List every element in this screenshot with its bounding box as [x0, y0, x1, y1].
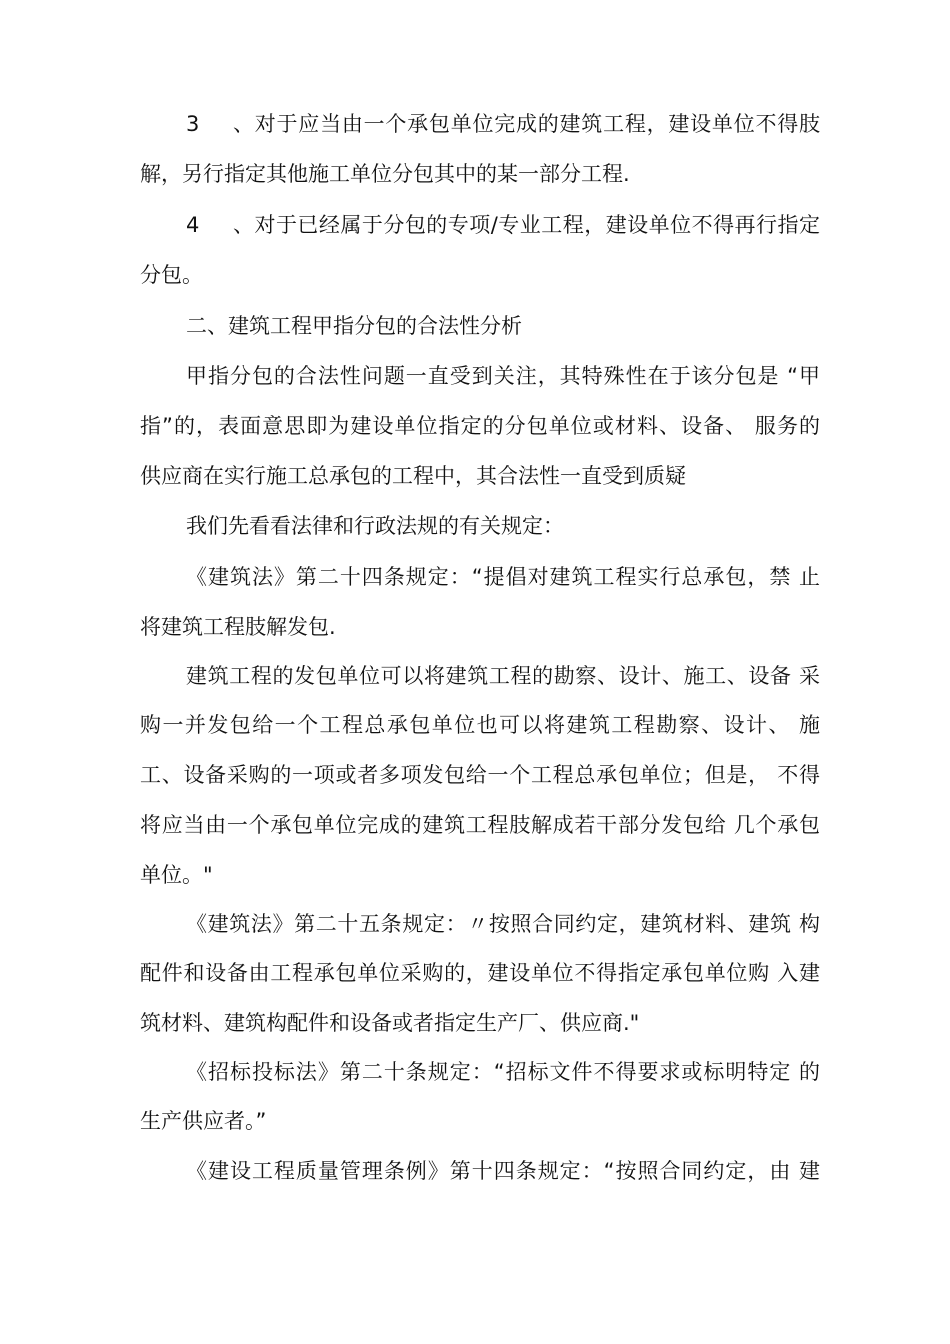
- paragraph-line: [186, 110, 820, 138]
- paragraph-line: 指”的，表面意思即为建设单位指定的分包单位或材料、设备、 服务的: [140, 414, 820, 438]
- paragraph-line: 生产供应者。”: [140, 1109, 267, 1133]
- paragraph-line: 分包。: [140, 263, 203, 287]
- paragraph-line: 《招标投标法》第二十条规定：“招标文件不得要求或标明特定 的: [186, 1060, 820, 1084]
- paragraph-line: 筑材料、建筑构配件和设备或者指定生产厂、供应商.": [140, 1011, 640, 1035]
- list-number: 4、: [186, 213, 254, 237]
- paragraph-line: 《建筑法》第二十五条规定：〃按照合同约定，建筑材料、建筑 构: [186, 912, 820, 936]
- paragraph-line: 将应当由一个承包单位完成的建筑工程肢解成若干部分发包给 几个承包: [140, 813, 820, 837]
- paragraph-line: 建筑工程的发包单位可以将建筑工程的勘察、设计、施工、设备 采: [186, 664, 820, 688]
- paragraph-line: 工、设备采购的一项或者多项发包给一个工程总承包单位；但是， 不得: [140, 763, 820, 787]
- paragraph-line: 供应商在实行施工总承包的工程中，其合法性一直受到质疑: [140, 464, 686, 488]
- paragraph-line: [186, 211, 820, 239]
- line-text: 对于应当由一个承包单位完成的建筑工程，建设单位不得肢: [254, 112, 820, 136]
- section-heading: 二、建筑工程甲指分包的合法性分析: [186, 314, 522, 338]
- paragraph-line: 单位。": [140, 863, 213, 887]
- paragraph-line: 解，另行指定其他施工单位分包其中的某一部分工程.: [140, 162, 630, 186]
- list-number: 3、: [186, 112, 254, 136]
- line-text: 对于已经属于分包的专项/专业工程，建设单位不得再行指定: [254, 213, 820, 237]
- paragraph-line: 《建筑法》第二十四条规定：“提倡对建筑工程实行总承包，禁 止: [186, 565, 820, 589]
- paragraph-line: 将建筑工程肢解发包.: [140, 615, 336, 639]
- paragraph-line: 甲指分包的合法性问题一直受到关注，其特殊性在于该分包是 “甲: [186, 364, 820, 388]
- paragraph-line: 《建设工程质量管理条例》第十四条规定：“按照合同约定，由 建: [186, 1159, 820, 1183]
- paragraph-line: 我们先看看法律和行政法规的有关规定：: [186, 514, 564, 538]
- paragraph-line: 购一并发包给一个工程总承包单位也可以将建筑工程勘察、设计、 施: [140, 713, 820, 737]
- paragraph-line: 配件和设备由工程承包单位采购的，建设单位不得指定承包单位购 入建: [140, 961, 820, 985]
